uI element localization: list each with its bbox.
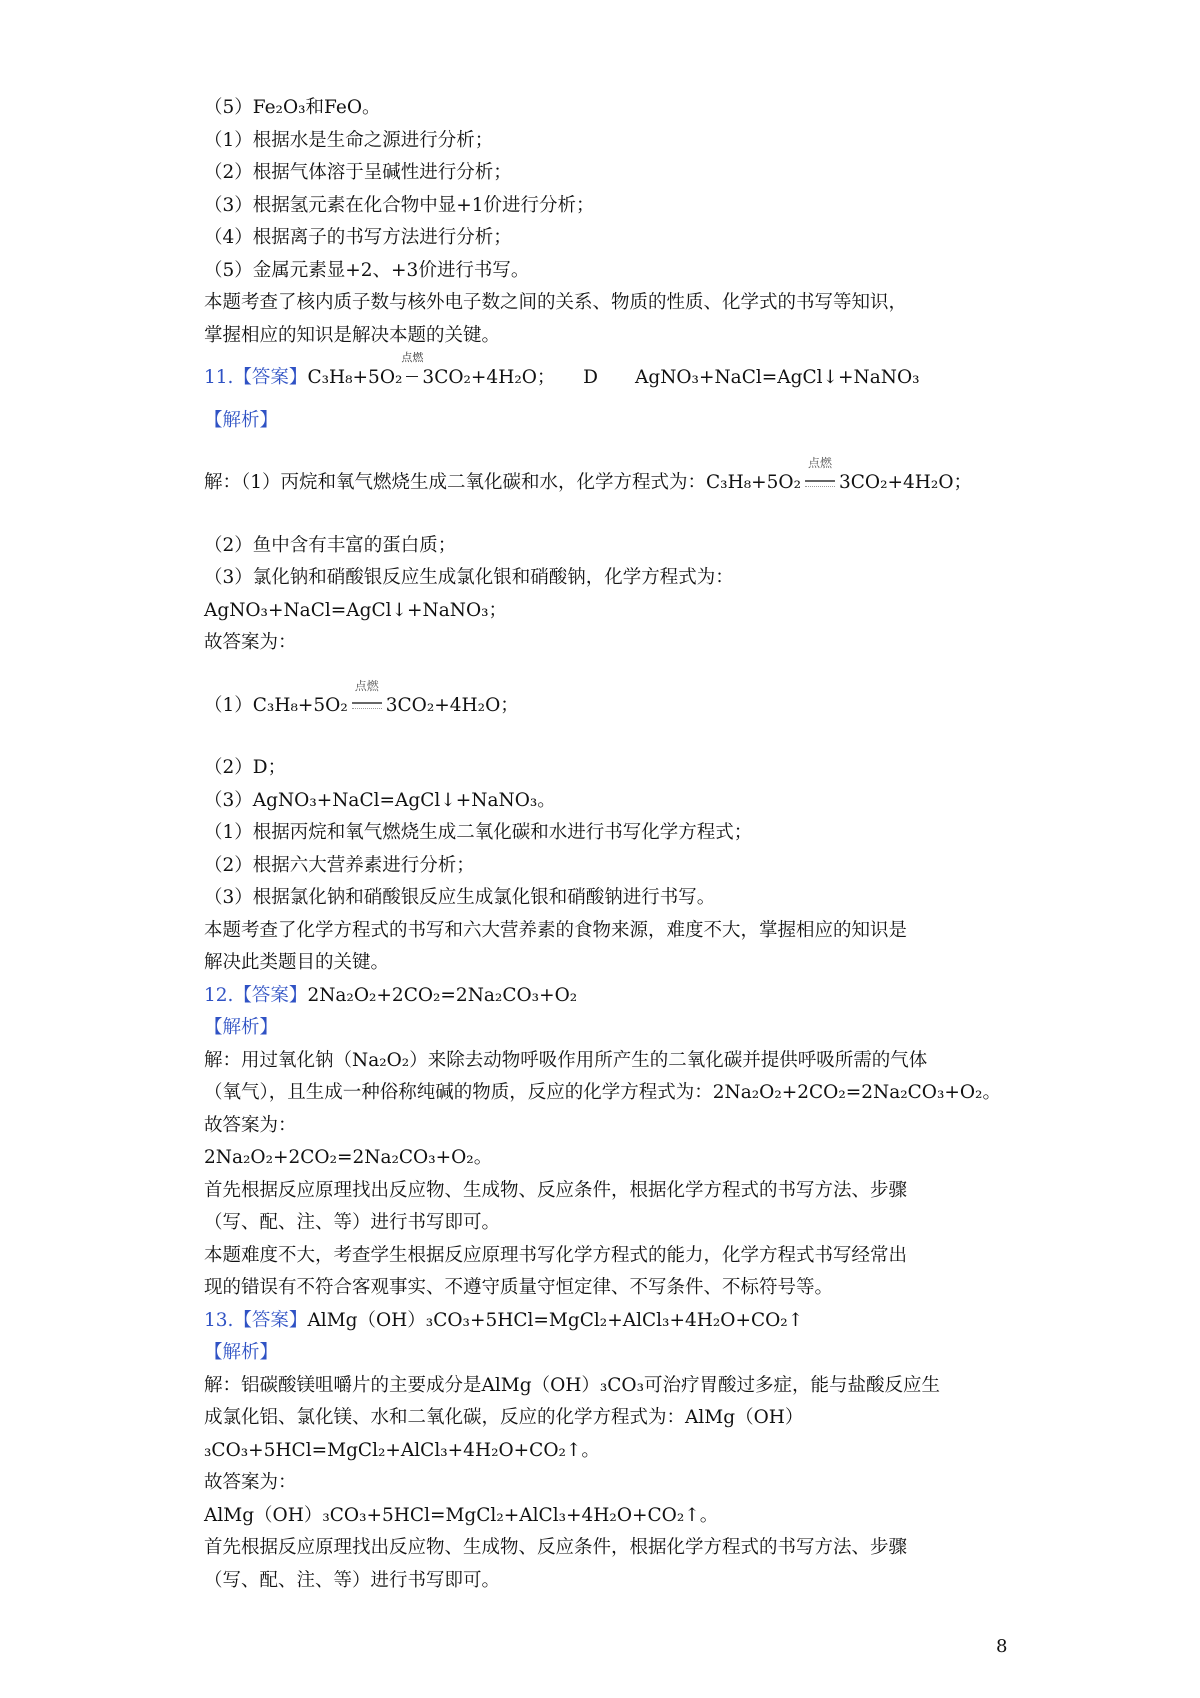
text-line: （1）根据丙烷和氧气燃烧生成二氧化碳和水进行书写化学方程式；	[204, 822, 753, 843]
question-number: 11.	[204, 367, 234, 388]
text-line: 首先根据反应原理找出反应物、生成物、反应条件，根据化学方程式的书写方法、步骤	[204, 1179, 908, 1201]
spacer	[204, 395, 1016, 405]
analysis-heading: 【解析】	[204, 1342, 279, 1363]
text-line: （2）根据气体溶于呈碱性进行分析；	[204, 162, 512, 183]
text-line: 本题考查了化学方程式的书写和六大营养素的食物来源，难度不大，掌握相应的知识是	[204, 919, 908, 941]
equation-left: （1）C₃H₈+5O₂	[204, 694, 348, 716]
text-line: （4）根据离子的书写方法进行分析；	[204, 227, 512, 248]
analysis-heading: 【解析】	[204, 1017, 279, 1038]
text-line: 2Na₂O₂+2CO₂=2Na₂CO₃+O₂。	[204, 1147, 493, 1168]
question-number: 13.	[204, 1309, 234, 1331]
equation-line	[204, 456, 1016, 500]
text-line: （2）根据六大营养素进行分析；	[204, 854, 475, 876]
text-line: AlMg（OH）₃CO₃+5HCl=MgCl₂+AlCl₃+4H₂O+CO₂↑。	[204, 1504, 719, 1526]
text-line: （3）根据氢元素在化合物中显+1价进行分析；	[204, 194, 595, 216]
answer-tag: 【答案】	[233, 367, 308, 388]
text-line: ₃CO₃+5HCl=MgCl₂+AlCl₃+4H₂O+CO₂↑。	[204, 1439, 600, 1461]
text-line: 故答案为：	[204, 1472, 297, 1493]
text-line: （5）Fe₂O₃和FeO。	[204, 97, 381, 118]
equals-sign	[352, 702, 382, 709]
condition-label: 点燃	[401, 351, 424, 364]
answer-line	[204, 1305, 1016, 1338]
equals-sign	[406, 376, 418, 380]
text-line: 解决此类题目的关键。	[204, 952, 390, 973]
spacer	[204, 437, 1016, 470]
spacer	[204, 660, 1016, 693]
text-line: 掌握相应的知识是解决本题的关键。	[204, 324, 501, 346]
text-line: （2）鱼中含有丰富的蛋白质；	[204, 534, 457, 556]
spacer	[204, 500, 1016, 530]
text-line: （3）AgNO₃+NaCl=AgCl↓+NaNO₃。	[204, 789, 556, 811]
answer-line	[204, 980, 1016, 1013]
text-line: （写、配、注、等）进行书写即可。	[204, 1569, 501, 1591]
text-line: （氧气），且生成一种俗称纯碱的物质，反应的化学方程式为：2Na₂O₂+2CO₂=2Na₂CO₃+O₂。	[204, 1082, 1001, 1103]
analysis-heading: 【解析】	[204, 409, 279, 431]
equation-right: 3CO₂+4H₂O；	[839, 472, 972, 493]
equation-left: 解：（1）丙烷和氧气燃烧生成二氧化碳和水，化学方程式为：C₃H₈+5O₂	[204, 472, 801, 493]
answer-line	[204, 351, 1016, 395]
text-line: 本题难度不大，考查学生根据反应原理书写化学方程式的能力，化学方程式书写经常出	[204, 1244, 908, 1266]
text-line: （3）氯化钠和硝酸银反应生成氯化银和硝酸钠，化学方程式为：	[204, 567, 734, 588]
answer-body: 2Na₂O₂+2CO₂=2Na₂CO₃+O₂	[307, 984, 578, 1006]
text-line: 首先根据反应原理找出反应物、生成物、反应条件，根据化学方程式的书写方法、步骤	[204, 1537, 908, 1558]
page-content	[204, 92, 1016, 1597]
text-line: 故答案为：	[204, 1114, 297, 1136]
question-number: 12.	[204, 984, 234, 1006]
answer-body: AlMg（OH）₃CO₃+5HCl=MgCl₂+AlCl₃+4H₂O+CO₂↑	[307, 1309, 804, 1331]
condition-label: 点燃	[354, 678, 379, 693]
text-line: 故答案为：	[204, 632, 297, 653]
answer-tag: 【答案】	[233, 1309, 308, 1331]
text-line: 解：用过氧化钠（Na₂O₂）来除去动物呼吸作用所产生的二氧化碳并提供呼吸所需的气体	[204, 1049, 928, 1071]
spacer	[204, 722, 1016, 752]
reaction-condition	[348, 678, 386, 723]
equation-left: C₃H₈+5O₂	[307, 367, 403, 388]
equation-right: 3CO₂+4H₂O；	[385, 694, 519, 716]
equals-sign	[805, 480, 835, 487]
page-number: 8	[996, 1636, 1008, 1657]
text-line: （3）根据氯化钠和硝酸银反应生成氯化银和硝酸钠进行书写。	[204, 887, 716, 908]
text-line: 本题考查了核内质子数与核外电子数之间的关系、物质的性质、化学式的书写等知识，	[204, 292, 908, 313]
text-line: （5）金属元素显+2、+3价进行书写。	[204, 259, 530, 281]
text-line: AgNO₃+NaCl=AgCl↓+NaNO₃；	[204, 599, 508, 621]
text-line: 现的错误有不符合客观事实、不遵守质量守恒定律、不写条件、不标符号等。	[204, 1277, 834, 1298]
text-line: （写、配、注、等）进行书写即可。	[204, 1212, 501, 1233]
reaction-condition	[401, 351, 424, 395]
answer-tag: 【答案】	[233, 984, 308, 1006]
text-line: 成氯化铝、氯化镁、水和二氧化碳，反应的化学方程式为：AlMg（OH）	[204, 1407, 804, 1428]
spacer	[204, 352, 1016, 362]
condition-label: 点燃	[807, 456, 833, 470]
text-line: （1）根据水是生命之源进行分析；	[204, 129, 494, 151]
reaction-condition	[801, 456, 839, 500]
equation-line	[204, 678, 1016, 723]
text-line: （2）D；	[204, 757, 287, 778]
equation-right: 3CO₂+4H₂O； D AgNO₃+NaCl=AgCl↓+NaNO₃	[422, 367, 920, 388]
text-line: 解：铝碳酸镁咀嚼片的主要成分是AlMg（OH）₃CO₃可治疗胃酸过多症，能与盐酸反应生	[204, 1374, 941, 1396]
